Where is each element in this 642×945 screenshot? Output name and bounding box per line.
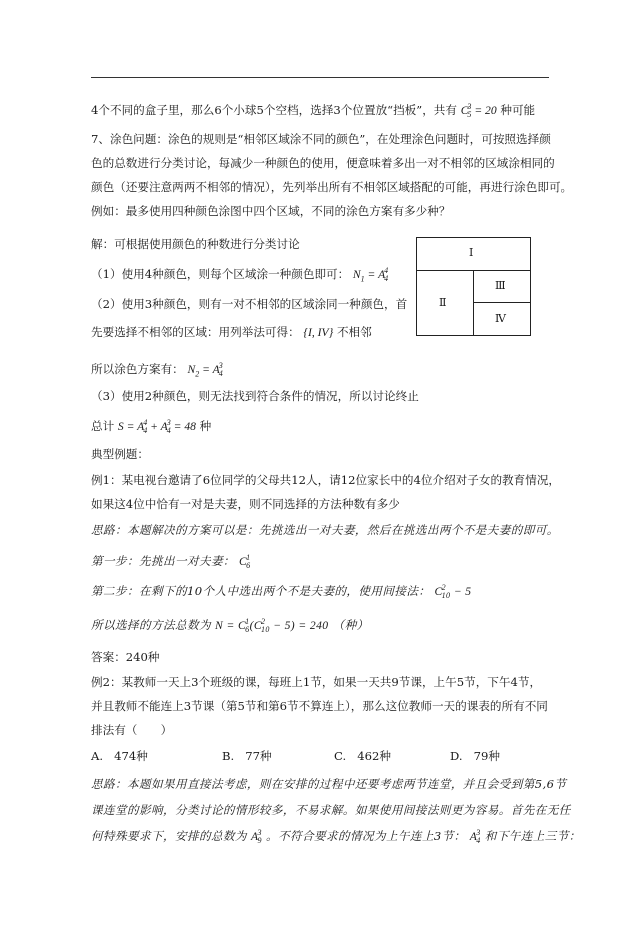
formula-a43: A 3 4 (469, 828, 481, 846)
region-4-label: Ⅳ (495, 312, 506, 325)
text-line-4: 颜色（还要注意两两不相邻的情况），先列举出所有不相邻区域搭配的可能，再进行涂色即可。 (91, 180, 573, 194)
text-line-23: 排法有（ ） (91, 723, 173, 737)
text-line-9: 先要选择不相邻的区域：用列举法可得： {I, IV} 不相邻 (91, 325, 372, 339)
text-line-24: 思路：本题如果用直接法考虑，则在安排的过程中还要考虑两节连堂，并且会受到第5,6节 (91, 777, 567, 791)
section-title: 典型例题： (91, 447, 149, 461)
text-line-18: 第二步：在剩下的10个人中选出两个不是夫妻的，使用间接法： C 2 10 − 5 (91, 583, 472, 601)
text-line-7: （1）使用4种颜色，则每个区域涂一种颜色即可： $N_1 = A$ 4 4 (91, 266, 389, 284)
formula-set: {I, IV} (303, 326, 334, 339)
option-b: B. 77种 (222, 749, 272, 763)
text-line-14: 例1：某电视台邀请了6位同学的父母共12人，请12位家长中的4位介绍对子女的教育情况， (91, 473, 561, 487)
formula-n-total: N = C 1 6 (C 2 10 − 5) = 240 (215, 617, 329, 635)
text-line-1: 4个不同的盒子里，那么6个小球5个空档，选择3个位置放“挡板”，共有 C 3 5 = 20 种可能 (91, 102, 536, 120)
formula-n2: $N_2 = A$ 3 4 (187, 361, 223, 379)
diagram-divider-h2 (473, 302, 530, 303)
option-d: D. 79种 (450, 749, 500, 763)
text-line-26: 何特殊要求下，安排的总数为 A 3 9 。不符合要求的情况为上午连上3节： A 3 4 和下午连上三节： (91, 828, 581, 846)
text-line-19: 所以选择的方法总数为 N = C 1 6 (C 2 10 − 5) = 240 （种） (91, 617, 369, 635)
region-diagram (416, 237, 531, 336)
text-line-3: 色的总数进行分类讨论，每减少一种颜色的使用，便意味着多出一对不相邻的区域涂相同的 (91, 156, 555, 170)
formula-c102: C 2 10 − 5 (434, 583, 472, 601)
text-line-6: 解：可根据使用颜色的种数进行分类讨论 (91, 237, 300, 251)
option-a: A. 474种 (91, 749, 148, 763)
formula-c53: C 3 5 = 20 (460, 102, 497, 120)
text-line-10: 所以涂色方案有： $N_2 = A$ 3 4 (91, 361, 223, 379)
text-line-25: 课连堂的影响，分类讨论的情形较多，不易求解。如果使用间接法则更为容易。首先在无任 (91, 803, 571, 817)
region-3-label: Ⅲ (495, 279, 506, 292)
formula-n1: $N_1 = A$ 4 4 (352, 266, 389, 284)
text-line-8: （2）使用3种颜色，则有一对不相邻的区域涂同一种颜色，首 (91, 297, 408, 311)
text-line-2: 7、涂色问题：涂色的规则是“相邻区域涂不同的颜色”，在处理涂色问题时，可按照选择颜 (91, 132, 551, 146)
text-line-5: 例如：最多使用四种颜色涂图中四个区域，不同的涂色方案有多少种？ (91, 204, 451, 218)
formula-a93: A 3 9 (251, 828, 262, 846)
text-line-15: 如果这4位中恰有一对是夫妻，则不同选择的方法种数有多少 (91, 497, 400, 511)
text-line-16: 思路：本题解决的方案可以是：先挑选出一对夫妻，然后在挑选出两个不是夫妻的即可。 (91, 523, 559, 537)
option-c: C. 462种 (334, 749, 391, 763)
text-line-21: 例2：某教师一天上3个班级的课，每班上1节，如果一天共9节课，上午5节，下午4节， (91, 675, 542, 689)
text-line-12: 总计 S = A 4 4 + A 3 4 = 48 种 (91, 418, 212, 436)
formula-s: S = A 4 4 + A 3 4 = 48 (117, 418, 196, 436)
answer-line: 答案：240种 (91, 650, 160, 664)
region-1-label: Ⅰ (469, 246, 474, 259)
text-line-22: 并且教师不能连上3节课（第5节和第6节不算连上），那么这位教师一天的课表的所有不同 (91, 699, 548, 713)
text-line-17: 第一步：先挑出一对夫妻： C 1 6 (91, 553, 251, 571)
header-rule (91, 77, 549, 78)
formula-c61: C 1 6 (239, 553, 251, 571)
text-line-11: （3）使用2种颜色，则无法找到符合条件的情况，所以讨论终止 (91, 389, 419, 403)
region-2-label: Ⅱ (439, 296, 447, 309)
